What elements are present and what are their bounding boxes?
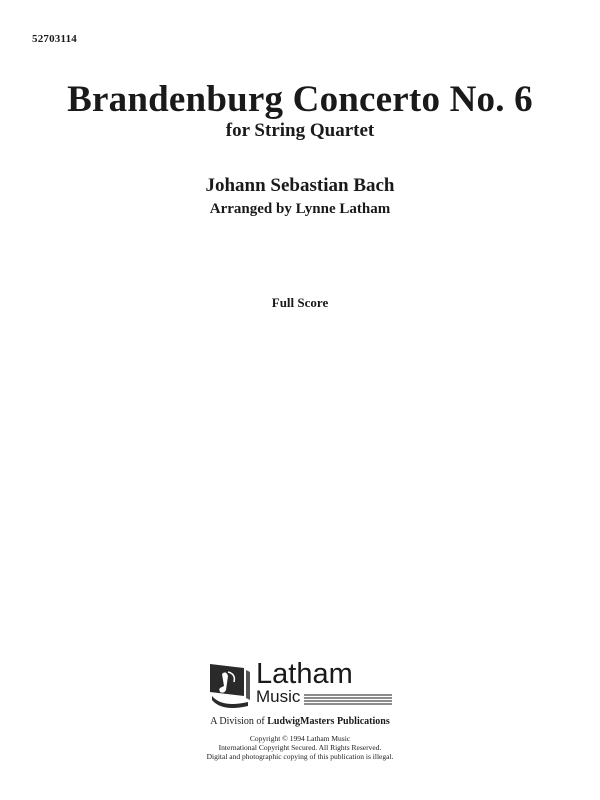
division-prefix: A Division of — [210, 716, 265, 727]
division-name: LudwigMasters Publications — [267, 716, 390, 727]
publisher-logo — [208, 658, 398, 712]
copyright-line: Copyright © 1994 Latham Music — [249, 734, 351, 743]
logo-music-text: Music — [256, 687, 301, 706]
copyright-notice — [0, 734, 600, 761]
copyright-line: Digital and photographic copying of this publication is illegal. — [206, 752, 394, 761]
score-type-label: Full Score — [271, 295, 329, 310]
arranger-credit: Arranged by Lynne Latham — [209, 201, 391, 217]
logo-latham-text: Latham — [256, 658, 353, 690]
copyright-line: International Copyright Secured. All Rights Reserved. — [218, 743, 382, 752]
page-title: Brandenburg Concerto No. 6 — [67, 79, 533, 120]
composer-name: Johann Sebastian Bach — [205, 175, 395, 196]
latham-music-logo-icon — [208, 662, 252, 710]
logo-staff-lines — [304, 694, 392, 706]
page-subtitle: for String Quartet — [225, 120, 375, 141]
publisher-division — [0, 716, 600, 728]
title-block — [0, 80, 600, 142]
catalog-number: 52703114 — [32, 33, 77, 45]
